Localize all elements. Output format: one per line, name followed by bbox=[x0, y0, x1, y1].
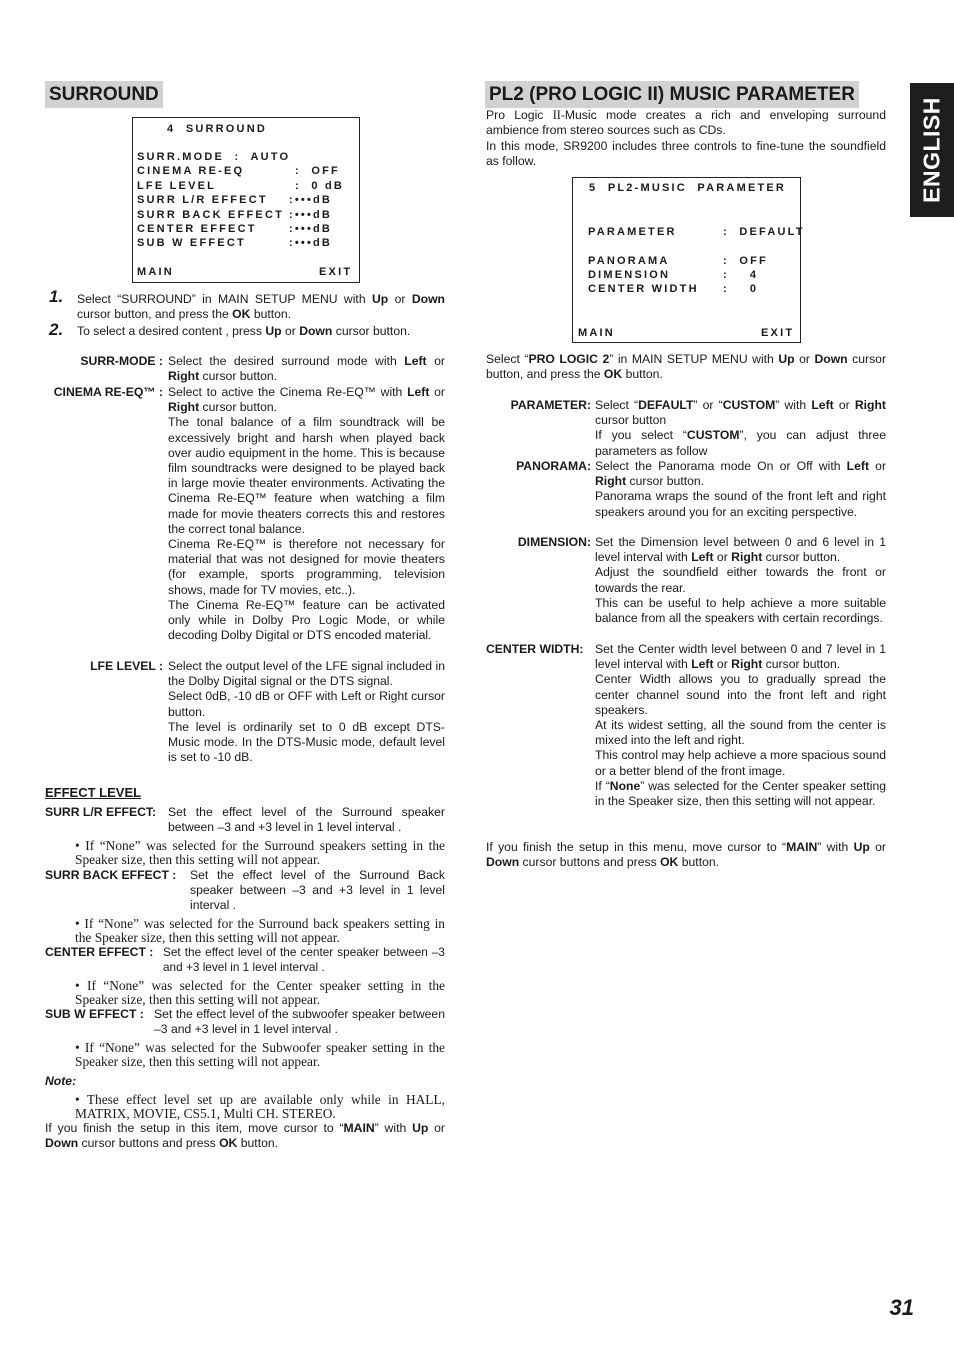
osd-value: : OFF bbox=[723, 255, 768, 267]
parameter-desc: Select “DEFAULT” or “CUSTOM” with Left or Right cursor button If you select “CUSTOM”, you can adjust three parameters as follow bbox=[595, 398, 886, 458]
center-width-desc: Set the Center width level between 0 and 7 level in 1 level interval with Left or Right cursor button. Center Width allows you to gradually spread the center channel sound into the front left and right speakers. At its widest setting, all the sound from the center is mixed into the left and right. This control may help achieve a more spacious sound or a better blend of the front image. If “None” was selected for the Center speaker setting in the Speaker size, then this setting will not appear. bbox=[595, 642, 886, 809]
osd-value: : DEFAULT bbox=[723, 226, 805, 238]
page-number: 31 bbox=[889, 1295, 914, 1320]
center-width-label: CENTER WIDTH: bbox=[486, 642, 584, 656]
sub-w-note: • If “None” was selected for the Subwoofer speaker setting in the Speaker size, then this setting will not appear. bbox=[75, 1040, 445, 1069]
surround-osd-screen bbox=[132, 117, 360, 283]
note-text: • These effect level set up are available only while in HALL, MATRIX, MOVIE, CS5.1, Multi CH. STEREO. bbox=[75, 1092, 445, 1121]
center-effect-label: CENTER EFFECT : bbox=[45, 945, 154, 959]
cinema-re-eq-desc: Select to active the Cinema Re-EQ™ with Left or Right cursor button. The tonal balance of a film soundtrack will be excessively bright and harsh when played back over audio equipment in the home. This is because film soundtracks were designed to be played back in large movie theater environments. Activating the Cinema Re-EQ™ feature when watching a film made for movie theaters corrects this and restores the correct tonal balance. Cinema Re-EQ™ is therefore not necessary for material that was not designed for movie theaters (for example, sports programming, television shows, made for TV movies, etc..). The Cinema Re-EQ™ feature can be activated only while in Dolby Pro Logic Mode, or while decoding Dolby Digital or DTS encoded material. bbox=[168, 385, 445, 643]
surround-heading: SURROUND bbox=[45, 81, 163, 108]
surr-back-effect-label: SURR BACK EFFECT : bbox=[45, 868, 177, 882]
center-note: • If “None” was selected for the Center speaker setting in the Speaker size, then this setting will not appear. bbox=[75, 978, 445, 1007]
osd-main: MAIN bbox=[137, 266, 174, 278]
surr-mode-label: SURR-MODE : bbox=[80, 354, 163, 368]
osd-value: : OFF bbox=[295, 165, 340, 177]
osd-value: :•••dB bbox=[289, 209, 333, 221]
osd-row: CENTER WIDTH bbox=[588, 283, 699, 295]
step-2-text: To select a desired content , press Up or Down cursor button. bbox=[77, 324, 411, 338]
lfe-level-desc: Select the output level of the LFE signal included in the Dolby Digital signal or the DTS signal. Select 0dB, -10 dB or OFF with Left or Right cursor button. The level is ordinarily set to 0 dB except DTS-Music mode. In the DTS-Music mode, default level is set to -10 dB. bbox=[168, 659, 445, 765]
osd-title: 5 PL2-MUSIC PARAMETER bbox=[589, 182, 787, 194]
osd-value: :•••dB bbox=[289, 194, 333, 206]
pl2-osd-screen bbox=[572, 177, 805, 343]
cinema-re-eq-label: CINEMA RE-EQ™ : bbox=[53, 385, 163, 399]
osd-row: DIMENSION bbox=[588, 269, 671, 281]
osd-exit: EXIT bbox=[319, 266, 353, 278]
dimension-desc: Set the Dimension level between 0 and 6 level in 1 level interval with Left or Right cursor button. Adjust the soundfield either towards the front or towards the rear. This can be useful to help achieve a more suitable balance from all the speakers with certain recordings. bbox=[595, 535, 886, 626]
osd-row: SURR L/R EFFECT bbox=[137, 194, 268, 206]
osd-row: PARAMETER bbox=[588, 226, 677, 238]
dimension-label: DIMENSION: bbox=[517, 535, 591, 549]
step-1-text: Select “SURROUND” in MAIN SETUP MENU with Up or Down cursor button, and press the OK button. bbox=[77, 292, 445, 322]
center-effect-desc: Set the effect level of the center speaker between –3 and +3 level in 1 level interval . bbox=[163, 945, 445, 975]
right-finish-text: If you finish the setup in this menu, move cursor to “MAIN” with Up or Down cursor buttons and press OK button. bbox=[486, 840, 886, 870]
osd-value: : 4 bbox=[723, 269, 759, 281]
osd-row: SURR BACK EFFECT bbox=[137, 209, 285, 221]
osd-value: : 0 bbox=[723, 283, 759, 295]
surr-mode-desc: Select the desired surround mode with Left or Right cursor button. bbox=[168, 354, 445, 384]
parameter-label: PARAMETER: bbox=[510, 398, 591, 412]
pl2-select-text: Select “PRO LOGIC 2” in MAIN SETUP MENU with Up or Down cursor button, and press the OK button. bbox=[486, 352, 886, 382]
osd-main: MAIN bbox=[578, 327, 615, 339]
osd-exit: EXIT bbox=[761, 327, 795, 339]
language-tab-label: ENGLISH bbox=[918, 97, 945, 203]
language-tab bbox=[910, 83, 954, 217]
surr-back-effect-desc: Set the effect level of the Surround Back speaker between –3 and +3 level in 1 level interval . bbox=[190, 868, 445, 913]
surr-lr-effect-desc: Set the effect level of the Surround speaker between –3 and +3 level in 1 level interval . bbox=[168, 805, 445, 835]
lfe-level-label: LFE LEVEL : bbox=[90, 659, 163, 673]
panorama-label: PANORAMA: bbox=[516, 459, 591, 473]
osd-title: 4 SURROUND bbox=[167, 123, 267, 135]
note-label: Note: bbox=[45, 1074, 77, 1088]
effect-level-heading: EFFECT LEVEL bbox=[45, 785, 142, 800]
pl2-intro-1: Pro Logic II-Music mode creates a rich and enveloping surround ambience from stereo sources such as CDs. bbox=[486, 108, 886, 138]
osd-row: SUB W EFFECT bbox=[137, 237, 246, 249]
step-1-number: 1. bbox=[49, 287, 64, 306]
sub-w-effect-label: SUB W EFFECT : bbox=[45, 1007, 144, 1021]
osd-row: CINEMA RE-EQ bbox=[137, 165, 245, 177]
surr-back-note: • If “None” was selected for the Surround back speakers setting in the Speaker size, then this setting will not appear. bbox=[75, 916, 445, 945]
sub-w-effect-desc: Set the effect level of the subwoofer speaker between –3 and +3 level in 1 level interval . bbox=[154, 1007, 445, 1037]
osd-row: CENTER EFFECT bbox=[137, 223, 257, 235]
osd-row: PANORAMA bbox=[588, 255, 670, 267]
left-finish-text: If you finish the setup in this item, move cursor to “MAIN” with Up or Down cursor buttons and press OK button. bbox=[45, 1121, 445, 1151]
surr-lr-effect-label: SURR L/R EFFECT: bbox=[45, 805, 157, 819]
panorama-desc: Select the Panorama mode On or Off with Left or Right cursor button. Panorama wraps the sound of the front left and right speakers around you for an exciting perspective. bbox=[595, 459, 887, 519]
surr-lr-note: • If “None” was selected for the Surround speakers setting in the Speaker size, then this setting will not appear. bbox=[75, 838, 445, 867]
osd-value: :•••dB bbox=[289, 223, 333, 235]
pl2-music-heading: PL2 (PRO LOGIC II) MUSIC PARAMETER bbox=[485, 81, 859, 108]
osd-value: :•••dB bbox=[289, 237, 333, 249]
step-2-number: 2. bbox=[49, 320, 64, 339]
osd-row: SURR.MODE : AUTO bbox=[137, 151, 291, 163]
pl2-intro-2: In this mode, SR9200 includes three controls to fine-tune the soundfield as follow. bbox=[486, 139, 886, 169]
osd-value: : 0 dB bbox=[295, 180, 345, 192]
osd-row: LFE LEVEL bbox=[137, 180, 217, 192]
